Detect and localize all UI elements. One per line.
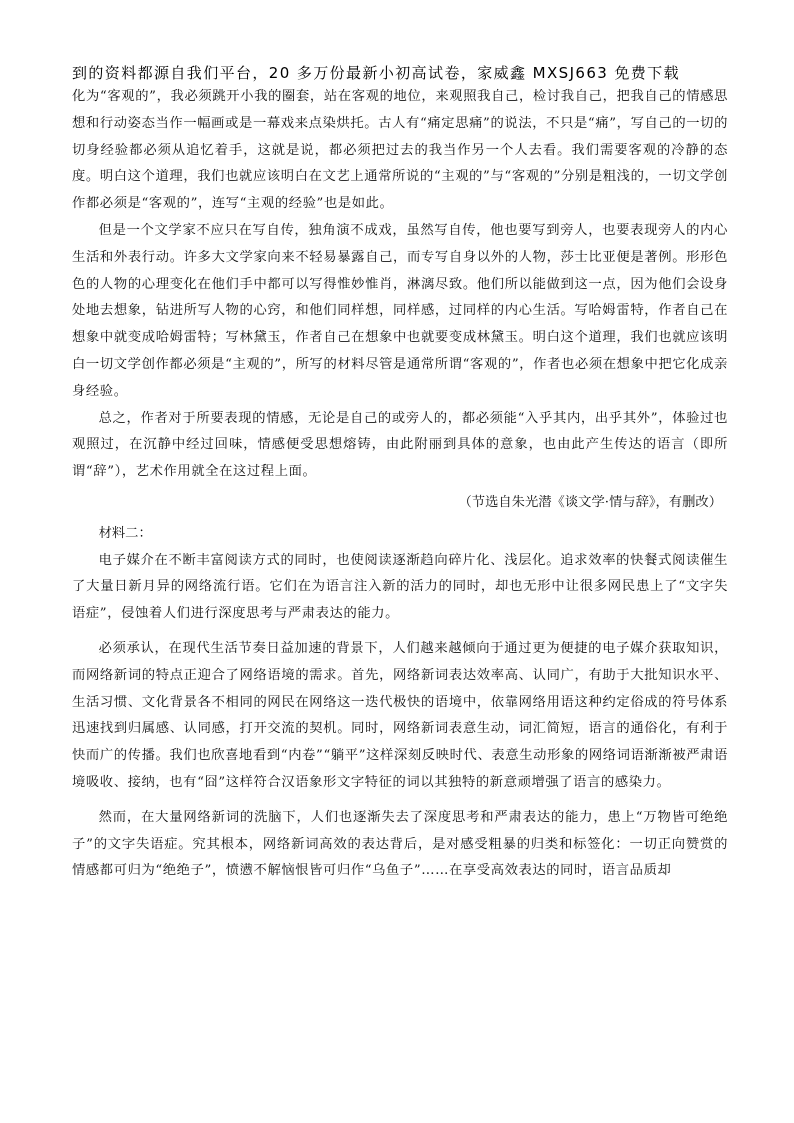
paragraph-acknowledgement: 必须承认，在现代生活节奏日益加速的背景下，人们越来越倾向于通过更为便捷的电子媒介获取知识，而网络新词的特点正迎合了网络语境的需求。首先，网络新词表达效率高、认同广，有助于大批知识水平、生活习惯、文化背景各不相同的网民在网络这一迭代极快的语境中，依靠网络用语这种约定俗成的符号体系迅速找到归属感、认同感，打开交流的契机。同时，网络新词表意生动，词汇简短，语言的通俗化，有利于快而广的传播。我们也欣喜地看到“内卷”“躺平”这样深刻反映时代、表意生动形象的网络词语渐渐被严肃语境吸收、接纳，也有“囧”这样符合汉语象形文字特征的词以其独特的新意顽增强了语言的感染力。	[72, 640, 728, 790]
paragraph-writer-others: 但是一个文学家不应只在写自传，独角演不成戏，虽然写自传，他也要写到旁人，也要表现旁人的内心生活和外表行动。许多大文学家向来不轻易暴露自己，而专写自身以外的人物，莎士比亚便是著例。形形色色的人物的心理变化在他们手中都可以写得惟妙惟肖，淋漓尽致。他们所以能做到这一点，因为他们会设身处地去想象，钻进所写人物的心窍，和他们同样想，同样感，过同样的内心生活。写哈姆雷特，作者自己在想象中就变成哈姆雷特；写林黛玉，作者自己在想象中也就要变成林黛玉。明白这个道理，我们也就应该明白一切文学创作都必须是“主观的”，所写的材料尽管是通常所谓“客观的”，作者也必须在想象中把它化成亲身经验。	[72, 222, 728, 399]
source-citation: （节选自朱光潜《谈文学·情与辞》，有删改）	[458, 494, 722, 510]
paragraph-summary: 总之，作者对于所要表现的情感，无论是自己的或旁人的，都必须能“入乎其内，出乎其外”，体验过也观照过，在沉静中经过回味，情感便受思想熔铸，由此附丽到具体的意象，也由此产生传达的语言（即所谓“辞”），艺术作用就全在这过程上面。	[72, 410, 728, 480]
paragraph-electronic-media: 电子媒介在不断丰富阅读方式的同时，也使阅读逐渐趋向碎片化、浅层化。追求效率的快餐式阅读催生了大量日新月异的网络流行语。它们在为语言注入新的活力的同时，却也无形中让很多网民患上了“文字失语症”，侵蚀着人们进行深度思考与严肃表达的能力。	[72, 552, 728, 622]
material-two-heading: 材料二：	[98, 525, 152, 541]
paragraph-continued: 化为“客观的”，我必须跳开小我的圈套，站在客观的地位，来观照我自己，检讨我自己，把我自己的情感思想和行动姿态当作一幅画或是一幕戏来点染烘托。古人有“痛定思痛”的说法，不只是“痛”，写自己的一切的切身经验都必须从追忆着手，这就是说，都必须把过去的我当作另一个人去看。我们需要客观的冷静的态度。明白这个道理，我们也就应该明白在文艺上通常所说的“主观的”与“客观的”分别是粗浅的，一切文学创作都必须是“客观的”，连写“主观的经验”也是如此。	[72, 89, 728, 212]
download-banner: 到的资料都源自我们平台，20 多万份最新小初高试卷，家威鑫 MXSJ663 免费下载	[72, 64, 680, 82]
paragraph-however: 然而，在大量网络新词的洗脑下，人们也逐渐失去了深度思考和严肃表达的能力，患上“万物皆可绝绝子”的文字失语症。究其根本，网络新词高效的表达背后，是对感受粗暴的归类和标签化：一切正向赞赏的情感都可归为“绝绝子”，愤懑不解恼恨皆可归作“乌鱼子”……在享受高效表达的同时，语言品质却	[72, 809, 728, 879]
